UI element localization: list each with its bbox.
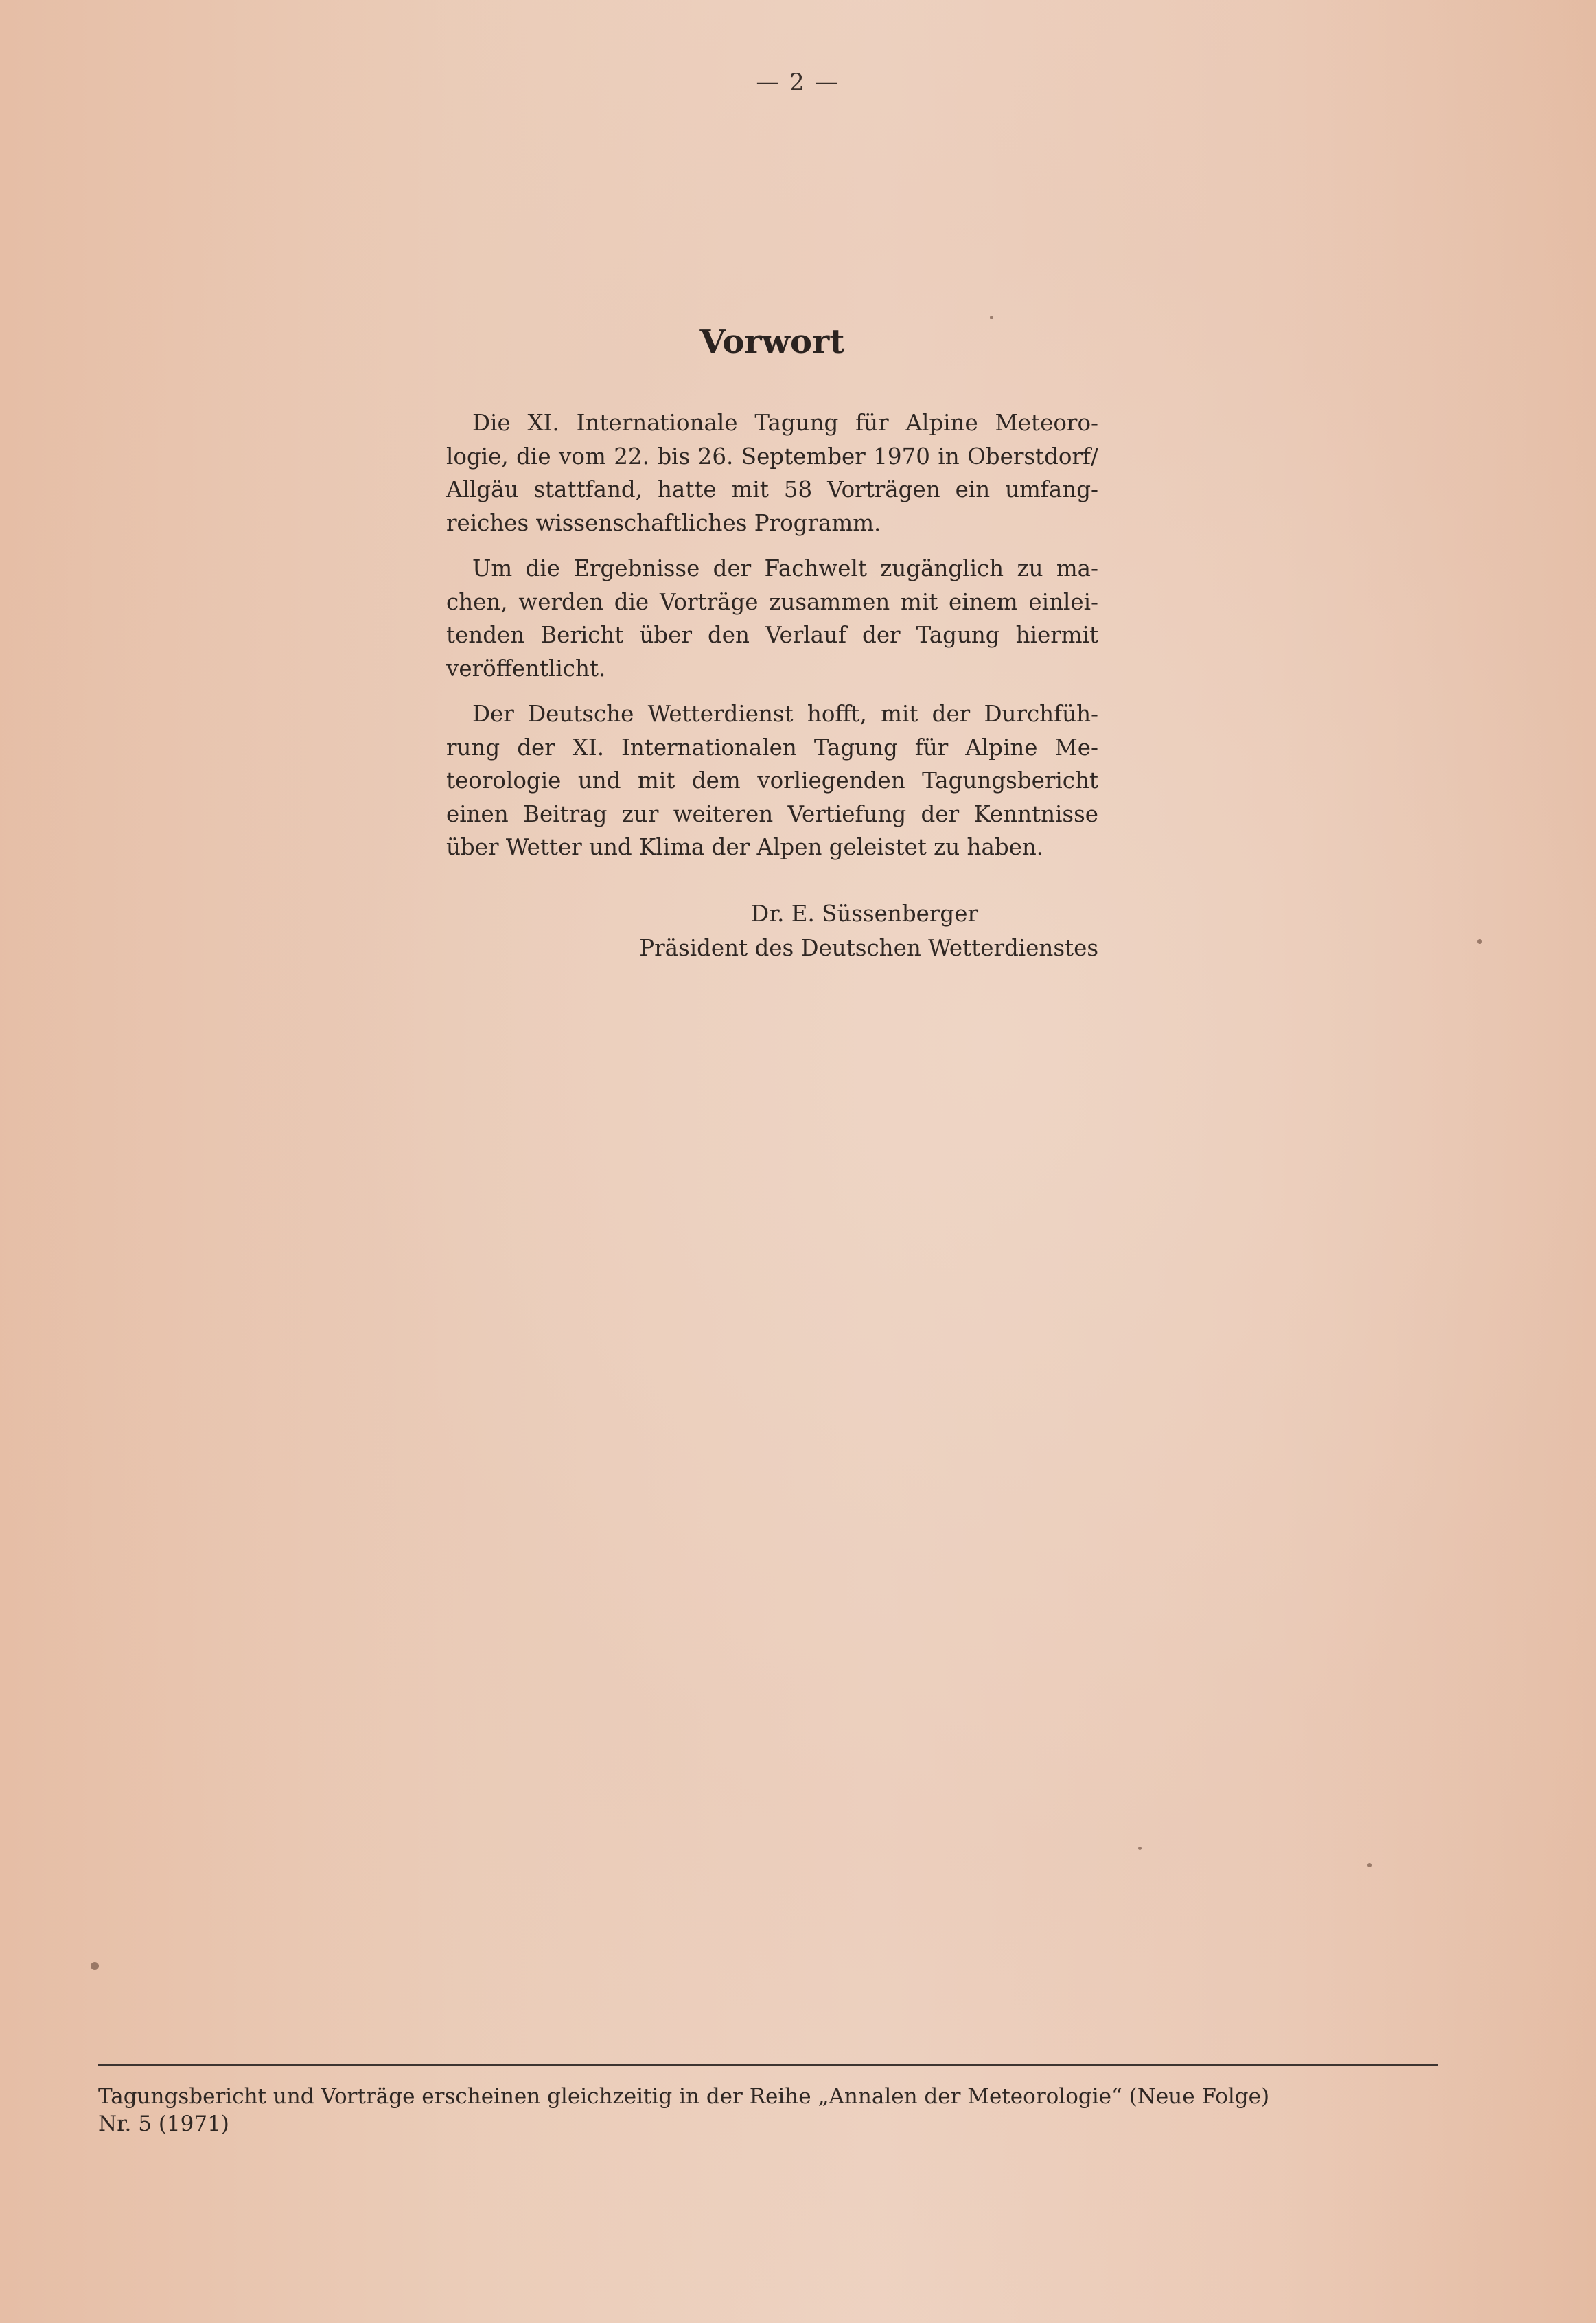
signatory-name: Dr. E. Süssenberger <box>751 901 978 927</box>
paper-speck <box>1477 939 1482 944</box>
text-line: Der Deutsche Wetterdienst hofft, mit der Durchfüh- <box>472 701 1098 727</box>
footnote <box>98 2083 1368 2138</box>
footnote-line: Nr. 5 (1971) <box>98 2112 229 2136</box>
footnote-divider <box>98 2064 1438 2066</box>
paragraph <box>446 406 1098 540</box>
text-line: rung der XI. Internationalen Tagung für Alpine Me- <box>446 734 1098 761</box>
paper-speck <box>990 316 993 319</box>
text-line: chen, werden die Vorträge zusammen mit einem einlei- <box>446 588 1098 615</box>
footnote-line: Tagungsbericht und Vorträge erscheinen gleichzeitig in der Reihe „Annalen der Meteorologie“ (Neue Folge) <box>98 2084 1270 2109</box>
paper-speck <box>1367 1863 1372 1867</box>
signatory-role: Präsident des Deutschen Wetterdienstes <box>639 935 1098 961</box>
text-line: veröffentlicht. <box>446 655 606 682</box>
text-line: teorologie und mit dem vorliegenden Tagungsbericht <box>446 767 1098 794</box>
foreword-body <box>446 406 1098 877</box>
paper-speck <box>91 1962 99 1970</box>
text-line: tenden Bericht über den Verlauf der Tagung hiermit <box>446 622 1098 648</box>
text-line: Um die Ergebnisse der Fachwelt zugänglich zu ma- <box>472 555 1098 581</box>
page-title: Vorwort <box>699 323 845 361</box>
paragraph <box>446 552 1098 685</box>
text-line: Die XI. Internationale Tagung für Alpine Meteoro- <box>472 410 1098 436</box>
text-line: einen Beitrag zur weiteren Vertiefung der Kenntnisse <box>446 800 1098 827</box>
paragraph <box>446 697 1098 864</box>
text-line: über Wetter und Klima der Alpen geleistet zu haben. <box>446 834 1044 860</box>
paper-speck <box>1138 1847 1142 1850</box>
text-line: logie, die vom 22. bis 26. September 1970 in Oberstdorf/ <box>446 443 1098 470</box>
signature-block <box>618 897 1098 965</box>
page-number: — 2 — <box>756 69 840 96</box>
text-line: Allgäu stattfand, hatte mit 58 Vorträgen ein umfang- <box>446 476 1098 502</box>
text-line: reiches wissenschaftliches Programm. <box>446 509 881 536</box>
